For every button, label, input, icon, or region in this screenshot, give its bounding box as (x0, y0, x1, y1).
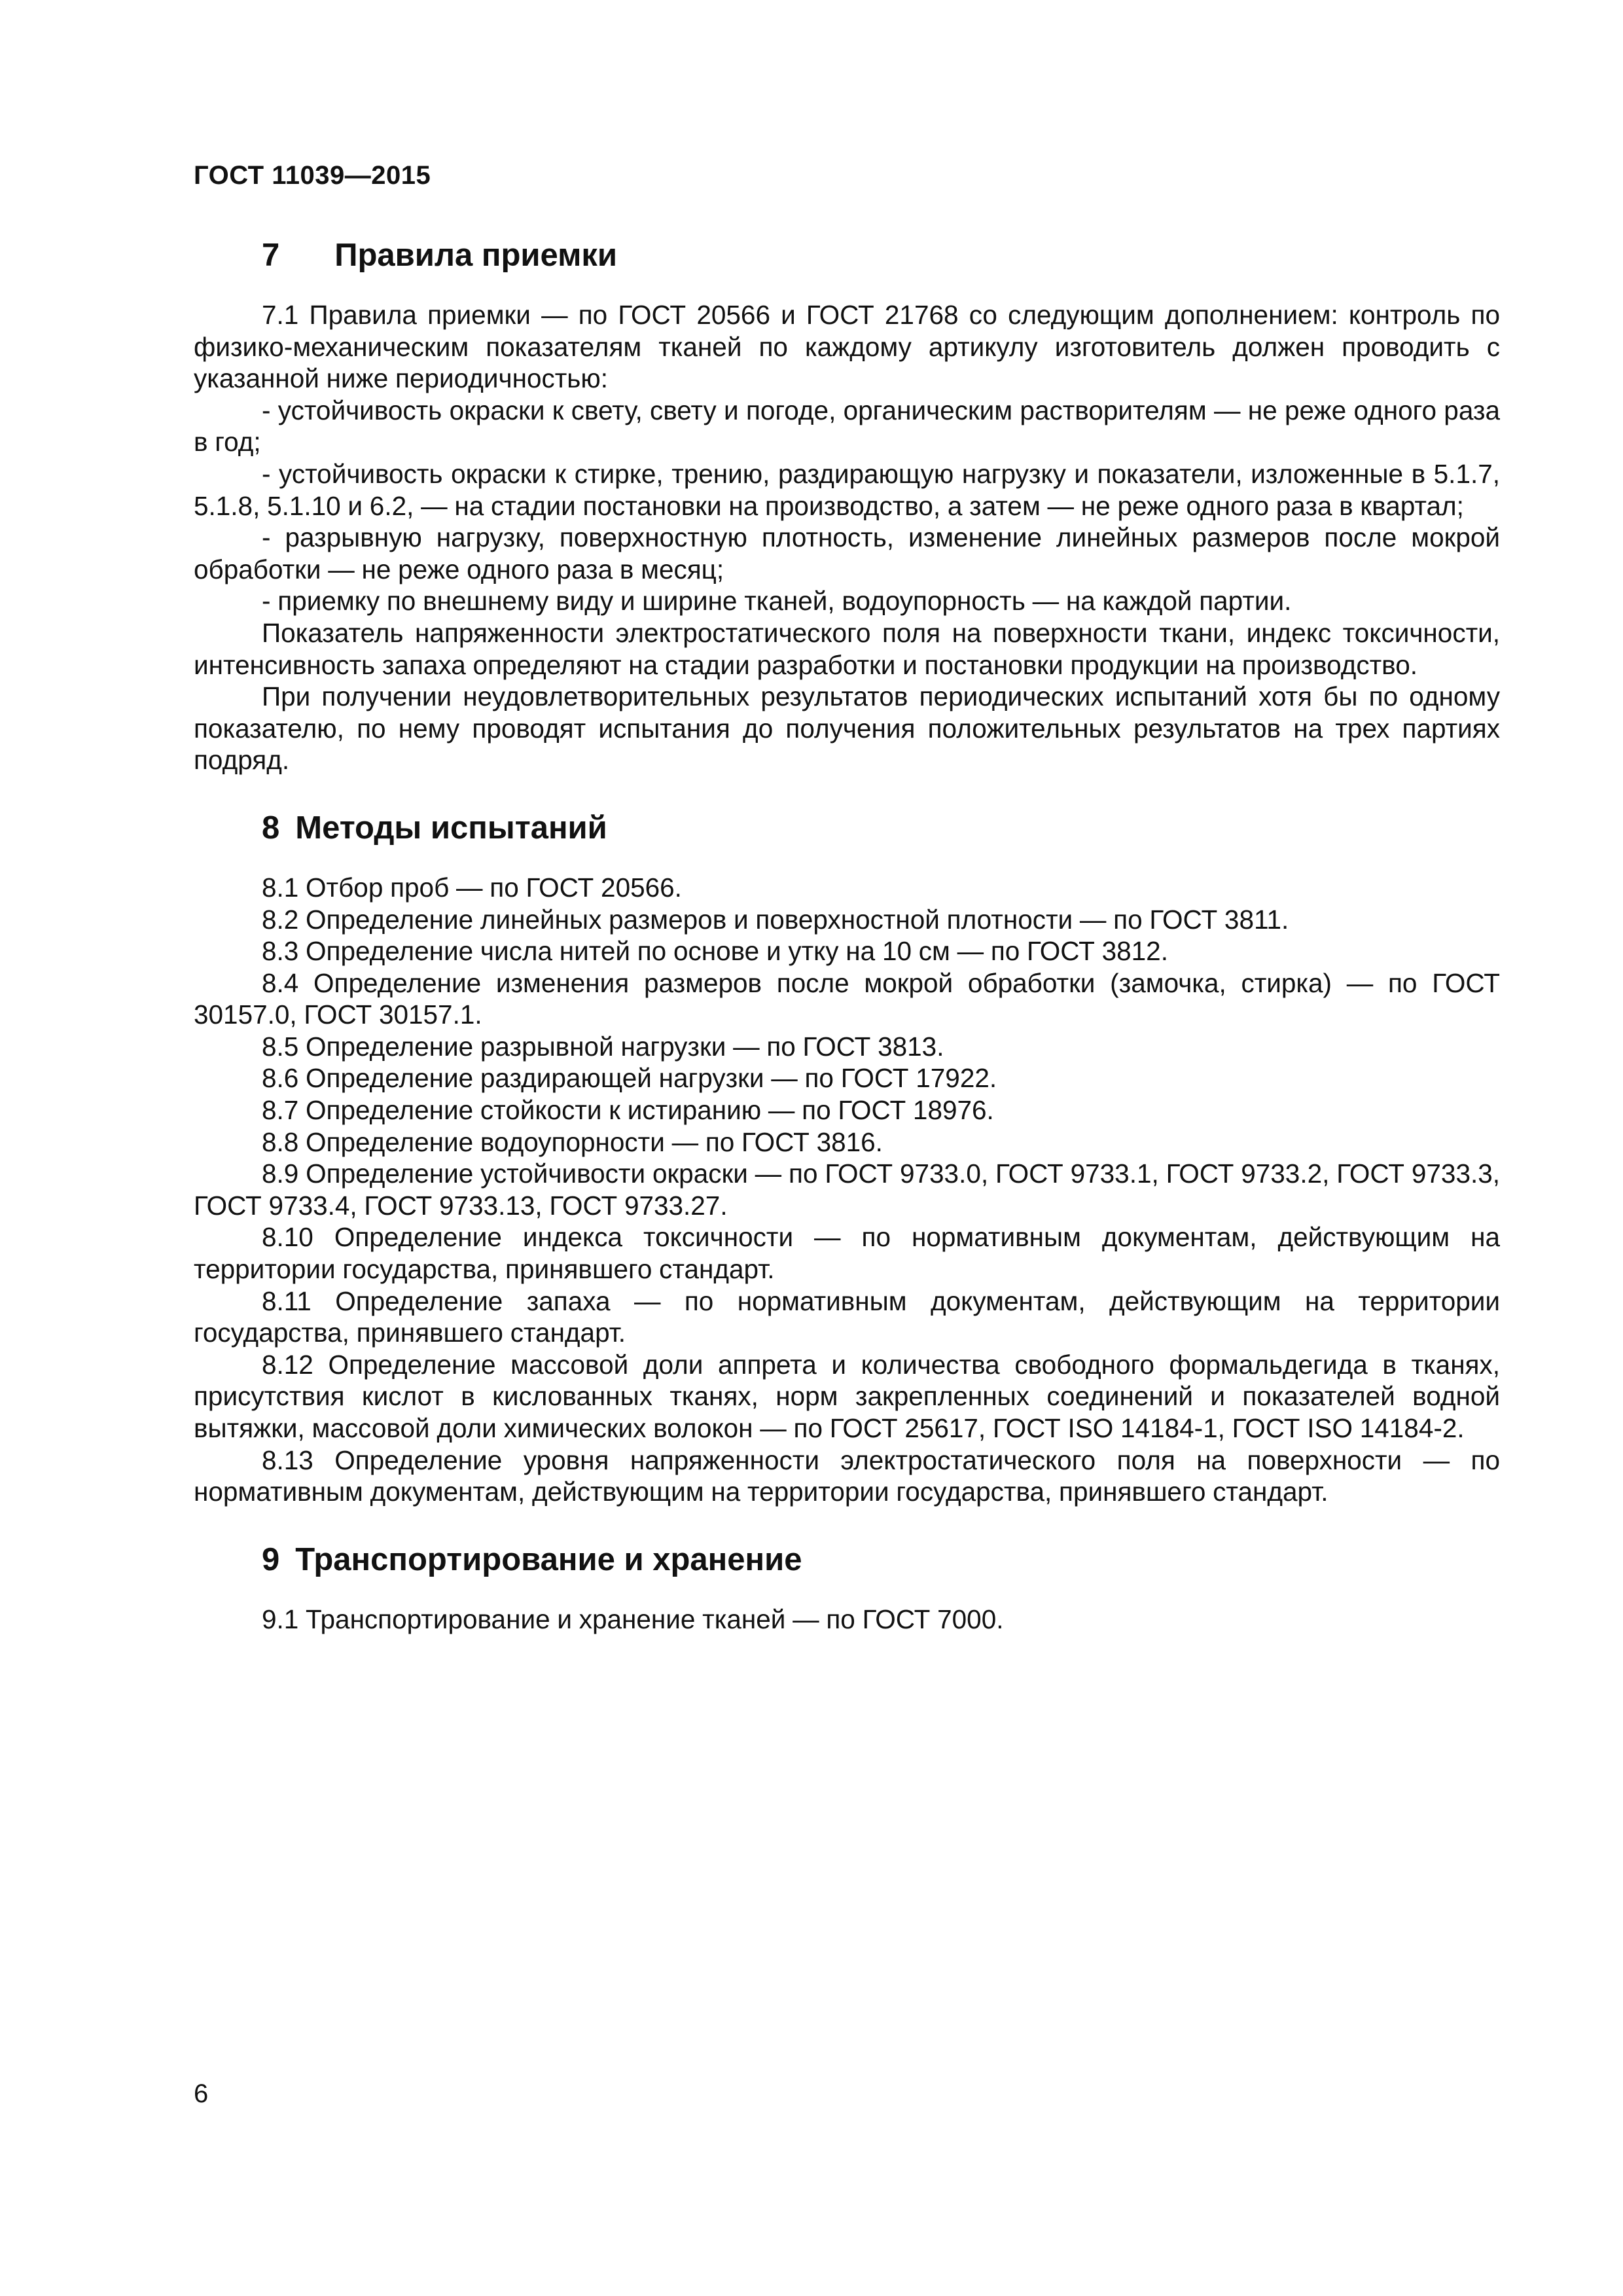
section-7-number: 7 (262, 238, 280, 273)
clause-8-1: 8.1 Отбор проб — по ГОСТ 20566. (262, 872, 682, 903)
clause-7-1-bullet-2: - устойчивость окраски к стирке, трению, раздирающую нагрузку и показатели, изложенные в 5.1.7, 5.1.8, 5.1.10 и 6.2, — на стадии постановки на производство, а затем — не реже одного раза в квартал; (194, 458, 1500, 521)
clause-8-12: 8.12 Определение массовой доли аппрета и количества свободного формальдегида в тканях, присутствия кислот в кислованных тканях, норм закрепленных соединений и показателей водной вытяжки, массовой доли химических волокон — по ГОСТ 25617, ГОСТ ISO 14184-1, ГОСТ ISO 14184-2. (194, 1349, 1500, 1443)
document-body (194, 232, 1500, 1635)
clause-7-1-bullet-3: - разрывную нагрузку, поверхностную плотность, изменение линейных размеров после мокрой обработки — не реже одного раза в месяц; (194, 522, 1500, 584)
clause-7-1: 7.1 Правила приемки — по ГОСТ 20566 и ГОСТ 21768 со следующим дополнением: контроль по физико-механическим показателям тканей по каждому артикулу изготовитель должен проводить с указанной ниже периодичностью: (194, 300, 1500, 394)
section-7-title: Правила приемки (334, 238, 618, 273)
section-9-number: 9 (262, 1541, 280, 1577)
section-8-heading (194, 805, 1500, 851)
clause-8-9: 8.9 Определение устойчивости окраски — по ГОСТ 9733.0, ГОСТ 9733.1, ГОСТ 9733.2, ГОСТ 9733.3, ГОСТ 9733.4, ГОСТ 9733.13, ГОСТ 9733.27. (194, 1158, 1500, 1221)
clause-7-failure-paragraph: При получении неудовлетворительных результатов периодических испытаний хотя бы по одному показателю, по нему проводят испытания до получения положительных результатов на трех партиях подряд. (194, 681, 1500, 776)
clause-8-10: 8.10 Определение индекса токсичности — по нормативным документам, действующим на территории государства, принявшего стандарт. (194, 1222, 1500, 1285)
clause-8-6: 8.6 Определение раздирающей нагрузки — по ГОСТ 17922. (262, 1063, 997, 1094)
clause-7-1-bullet-1: - устойчивость окраски к свету, свету и погоде, органическим растворителям — не реже одного раза в год; (194, 395, 1500, 457)
page-number: 6 (194, 2079, 209, 2108)
section-7-heading (194, 232, 1500, 278)
clause-8-4: 8.4 Определение изменения размеров после мокрой обработки (замочка, стирка) — по ГОСТ 30157.0, ГОСТ 30157.1. (194, 967, 1500, 1030)
section-9-heading (194, 1537, 1500, 1583)
clause-7-1-bullet-4: - приемку по внешнему виду и ширине тканей, водоупорность — на каждой партии. (262, 586, 1292, 617)
section-9-title: Транспортирование и хранение (295, 1541, 802, 1577)
clause-8-13: 8.13 Определение уровня напряженности электростатического поля на поверхности — по нормативным документам, действующим на территории государства, принявшего стандарт. (194, 1444, 1500, 1507)
clause-7-indicator-paragraph: Показатель напряженности электростатического поля на поверхности ткани, индекс токсичности, интенсивность запаха определяют на стадии разработки и постановки продукции на производство. (194, 617, 1500, 680)
clause-8-11: 8.11 Определение запаха — по нормативным документам, действующим на территории государства, принявшего стандарт. (194, 1285, 1500, 1348)
clause-8-5: 8.5 Определение разрывной нагрузки — по ГОСТ 3813. (262, 1031, 944, 1062)
clause-8-2: 8.2 Определение линейных размеров и поверхностной плотности — по ГОСТ 3811. (262, 904, 1289, 935)
document-code-header: ГОСТ 11039—2015 (194, 161, 431, 190)
clause-8-8: 8.8 Определение водоупорности — по ГОСТ 3816. (262, 1126, 883, 1157)
section-8-title: Методы испытаний (295, 810, 607, 846)
clause-9-1: 9.1 Транспортирование и хранение тканей — по ГОСТ 7000. (262, 1604, 1004, 1634)
section-8-number: 8 (262, 810, 280, 846)
clause-8-7: 8.7 Определение стойкости к истиранию — по ГОСТ 18976. (262, 1095, 994, 1126)
clause-8-3: 8.3 Определение числа нитей по основе и утку на 10 см — по ГОСТ 3812. (262, 936, 1168, 967)
